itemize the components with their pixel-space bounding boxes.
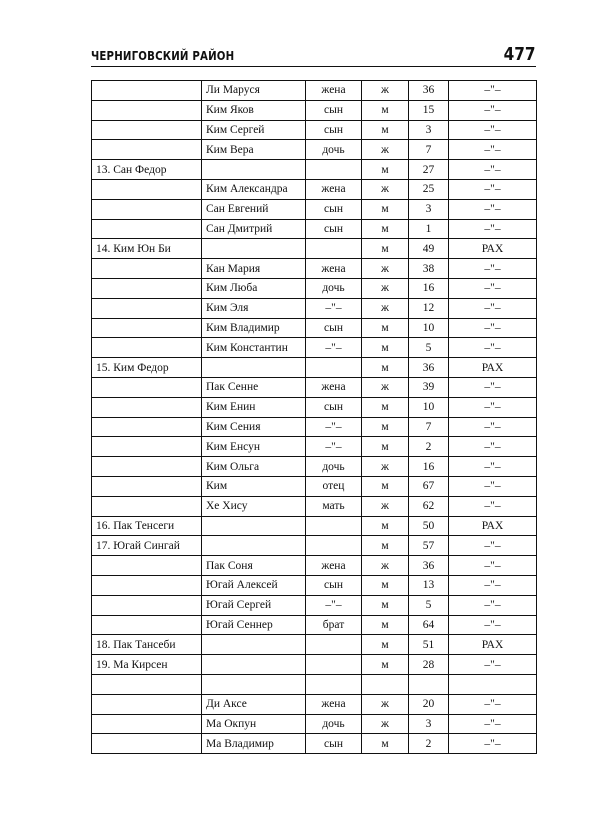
note-cell: –"– [449,199,537,219]
sex-cell: м [362,536,409,556]
table-row [92,674,537,694]
relation-cell: сын [306,734,362,754]
member-name-cell: Ким Сергей [202,120,306,140]
age-cell: 25 [409,179,449,199]
age-cell: 5 [409,338,449,358]
sex-cell: ж [362,278,409,298]
member-name-cell: Сан Дмитрий [202,219,306,239]
note-cell: –"– [449,457,537,477]
member-name-cell: Ким Александра [202,179,306,199]
note-cell: –"– [449,100,537,120]
member-name-cell [202,674,306,694]
note-cell: –"– [449,476,537,496]
relation-cell: жена [306,179,362,199]
table-row [92,734,537,754]
member-name-cell: Ди Аксе [202,694,306,714]
relation-cell: –"– [306,298,362,318]
household-head-cell: 15. Ким Федор [92,358,202,378]
relation-cell: жена [306,377,362,397]
household-head-cell [92,199,202,219]
household-head-cell: 17. Югай Сингай [92,536,202,556]
household-head-cell: 18. Пак Тансеби [92,635,202,655]
sex-cell [362,674,409,694]
note-cell [449,674,537,694]
member-name-cell [202,536,306,556]
member-name-cell: Пак Соня [202,556,306,576]
table-row [92,516,537,536]
note-cell: –"– [449,575,537,595]
sex-cell: м [362,358,409,378]
note-cell: РАХ [449,358,537,378]
sex-cell: м [362,575,409,595]
sex-cell: ж [362,140,409,160]
table-row [92,694,537,714]
household-head-cell [92,457,202,477]
sex-cell: м [362,417,409,437]
note-cell: –"– [449,120,537,140]
note-cell: –"– [449,338,537,358]
member-name-cell: Ким Люба [202,278,306,298]
relation-cell: сын [306,318,362,338]
age-cell: 7 [409,417,449,437]
household-head-cell [92,496,202,516]
sex-cell: м [362,635,409,655]
relation-cell: жена [306,81,362,101]
table-row [92,635,537,655]
note-cell: –"– [449,417,537,437]
member-name-cell: Ли Маруся [202,81,306,101]
household-head-cell: 16. Пак Тенсеги [92,516,202,536]
relation-cell: жена [306,556,362,576]
sex-cell: ж [362,457,409,477]
sex-cell: ж [362,81,409,101]
age-cell: 16 [409,457,449,477]
relation-cell: дочь [306,714,362,734]
member-name-cell: Югай Сеннер [202,615,306,635]
table-row [92,437,537,457]
table-row [92,239,537,259]
table-row [92,81,537,101]
age-cell: 10 [409,397,449,417]
member-name-cell [202,358,306,378]
note-cell: РАХ [449,239,537,259]
note-cell: –"– [449,496,537,516]
member-name-cell: Ким Ольга [202,457,306,477]
note-cell: –"– [449,655,537,675]
sex-cell: м [362,437,409,457]
census-table [91,80,537,754]
household-head-cell [92,219,202,239]
note-cell: –"– [449,160,537,180]
sex-cell: м [362,655,409,675]
note-cell: –"– [449,694,537,714]
age-cell: 36 [409,556,449,576]
running-header [91,44,536,67]
member-name-cell: Ким Яков [202,100,306,120]
table-row [92,615,537,635]
member-name-cell: Пак Сенне [202,377,306,397]
relation-cell [306,516,362,536]
member-name-cell: Ким [202,476,306,496]
page-number: 477 [504,44,536,65]
age-cell: 12 [409,298,449,318]
table-row [92,219,537,239]
household-head-cell [92,397,202,417]
note-cell: –"– [449,318,537,338]
age-cell: 7 [409,140,449,160]
member-name-cell [202,160,306,180]
sex-cell: ж [362,377,409,397]
household-head-cell [92,734,202,754]
note-cell: –"– [449,437,537,457]
sex-cell: м [362,734,409,754]
household-head-cell [92,179,202,199]
household-head-cell [92,674,202,694]
table-row [92,536,537,556]
relation-cell: сын [306,199,362,219]
sex-cell: м [362,397,409,417]
sex-cell: м [362,595,409,615]
member-name-cell [202,516,306,536]
sex-cell: м [362,318,409,338]
table-row [92,199,537,219]
age-cell: 10 [409,318,449,338]
age-cell: 13 [409,575,449,595]
age-cell: 3 [409,714,449,734]
table-row [92,595,537,615]
age-cell: 15 [409,100,449,120]
relation-cell [306,358,362,378]
member-name-cell: Югай Сергей [202,595,306,615]
age-cell: 50 [409,516,449,536]
note-cell: –"– [449,259,537,279]
sex-cell: ж [362,496,409,516]
household-head-cell [92,140,202,160]
sex-cell: ж [362,694,409,714]
table-row [92,556,537,576]
table-row [92,575,537,595]
relation-cell: жена [306,259,362,279]
table-row [92,476,537,496]
age-cell: 67 [409,476,449,496]
member-name-cell: Югай Алексей [202,575,306,595]
member-name-cell: Ма Владимир [202,734,306,754]
relation-cell: сын [306,575,362,595]
age-cell: 16 [409,278,449,298]
table-row [92,318,537,338]
age-cell: 2 [409,734,449,754]
household-head-cell [92,278,202,298]
table-row [92,655,537,675]
relation-cell: дочь [306,457,362,477]
relation-cell: сын [306,120,362,140]
note-cell: –"– [449,377,537,397]
household-head-cell [92,575,202,595]
table-row [92,278,537,298]
member-name-cell [202,239,306,259]
household-head-cell [92,417,202,437]
member-name-cell: Ким Енин [202,397,306,417]
age-cell: 3 [409,199,449,219]
household-head-cell [92,81,202,101]
member-name-cell: Кан Мария [202,259,306,279]
relation-cell: отец [306,476,362,496]
household-head-cell: 19. Ма Кирсен [92,655,202,675]
sex-cell: ж [362,556,409,576]
table-row [92,358,537,378]
table-row [92,298,537,318]
relation-cell [306,536,362,556]
table-row [92,100,537,120]
relation-cell: сын [306,100,362,120]
household-head-cell [92,615,202,635]
member-name-cell: Ким Владимир [202,318,306,338]
age-cell: 5 [409,595,449,615]
household-head-cell [92,377,202,397]
household-head-cell: 14. Ким Юн Би [92,239,202,259]
running-title: ЧЕРНИГОВСКИЙ РАЙОН [91,49,235,63]
member-name-cell: Хе Хису [202,496,306,516]
sex-cell: ж [362,714,409,734]
relation-cell: дочь [306,140,362,160]
member-name-cell: Ким Эля [202,298,306,318]
table-row [92,397,537,417]
note-cell: –"– [449,615,537,635]
table-row [92,417,537,437]
sex-cell: м [362,476,409,496]
household-head-cell [92,120,202,140]
table-row [92,140,537,160]
note-cell: –"– [449,140,537,160]
note-cell: –"– [449,219,537,239]
note-cell: –"– [449,298,537,318]
note-cell: РАХ [449,516,537,536]
age-cell: 36 [409,358,449,378]
relation-cell [306,239,362,259]
age-cell: 3 [409,120,449,140]
household-head-cell [92,595,202,615]
sex-cell: м [362,615,409,635]
note-cell: –"– [449,81,537,101]
table-row [92,457,537,477]
age-cell: 20 [409,694,449,714]
age-cell: 57 [409,536,449,556]
member-name-cell: Ким Константин [202,338,306,358]
table-row [92,496,537,516]
note-cell: –"– [449,278,537,298]
member-name-cell [202,635,306,655]
member-name-cell: Ким Вера [202,140,306,160]
relation-cell [306,160,362,180]
relation-cell [306,655,362,675]
age-cell: 49 [409,239,449,259]
household-head-cell: 13. Сан Федор [92,160,202,180]
note-cell: –"– [449,714,537,734]
household-head-cell [92,259,202,279]
sex-cell: м [362,199,409,219]
age-cell: 36 [409,81,449,101]
note-cell: –"– [449,595,537,615]
relation-cell: дочь [306,278,362,298]
table-row [92,338,537,358]
household-head-cell [92,338,202,358]
relation-cell [306,635,362,655]
table-row [92,259,537,279]
relation-cell: мать [306,496,362,516]
note-cell: РАХ [449,635,537,655]
age-cell: 1 [409,219,449,239]
relation-cell: –"– [306,338,362,358]
household-head-cell [92,437,202,457]
household-head-cell [92,694,202,714]
sex-cell: м [362,239,409,259]
sex-cell: м [362,120,409,140]
member-name-cell: Ма Окпун [202,714,306,734]
sex-cell: м [362,516,409,536]
age-cell: 28 [409,655,449,675]
age-cell: 2 [409,437,449,457]
sex-cell: ж [362,179,409,199]
household-head-cell [92,100,202,120]
note-cell: –"– [449,179,537,199]
household-head-cell [92,476,202,496]
note-cell: –"– [449,536,537,556]
relation-cell: –"– [306,595,362,615]
sex-cell: м [362,338,409,358]
table-row [92,377,537,397]
age-cell: 62 [409,496,449,516]
member-name-cell: Ким Сения [202,417,306,437]
age-cell [409,674,449,694]
age-cell: 38 [409,259,449,279]
table-row [92,179,537,199]
relation-cell [306,674,362,694]
household-head-cell [92,556,202,576]
sex-cell: м [362,160,409,180]
age-cell: 27 [409,160,449,180]
note-cell: –"– [449,556,537,576]
relation-cell: жена [306,694,362,714]
household-head-cell [92,318,202,338]
member-name-cell [202,655,306,675]
note-cell: –"– [449,734,537,754]
relation-cell: –"– [306,417,362,437]
table-row [92,714,537,734]
household-head-cell [92,714,202,734]
sex-cell: ж [362,259,409,279]
note-cell: –"– [449,397,537,417]
household-head-cell [92,298,202,318]
table-row [92,120,537,140]
relation-cell: брат [306,615,362,635]
sex-cell: м [362,100,409,120]
relation-cell: сын [306,397,362,417]
member-name-cell: Сан Евгений [202,199,306,219]
relation-cell: сын [306,219,362,239]
member-name-cell: Ким Енсун [202,437,306,457]
sex-cell: м [362,219,409,239]
relation-cell: –"– [306,437,362,457]
table-row [92,160,537,180]
age-cell: 39 [409,377,449,397]
age-cell: 51 [409,635,449,655]
sex-cell: ж [362,298,409,318]
census-table-body [92,81,537,754]
age-cell: 64 [409,615,449,635]
